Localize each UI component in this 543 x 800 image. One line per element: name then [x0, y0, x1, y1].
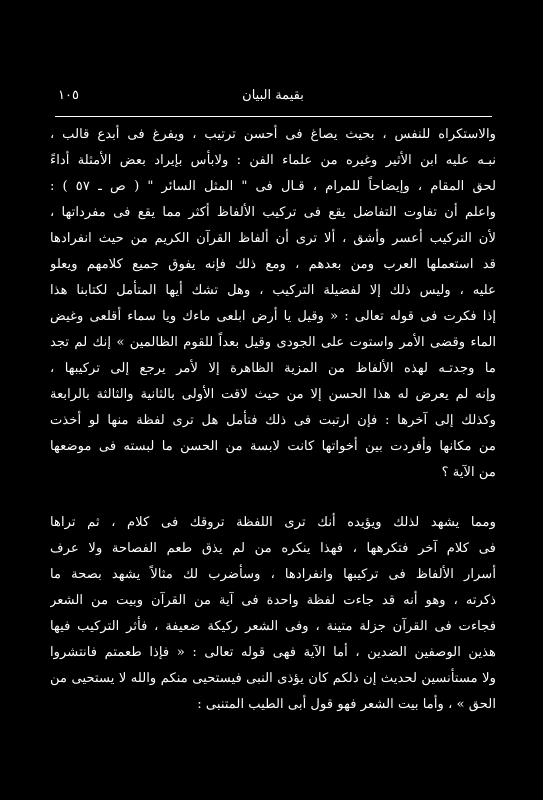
text-line: ذكرته ، وهو أنه قد جاءت لفظة واحدة فى آية من القرآن وبيت من الشعر	[50, 593, 496, 608]
text-line: إذا فكرت فى قوله تعالى : « وقيل يا أرض ابلعى ماءك ويا سماء أقلعى وغيض	[50, 309, 496, 324]
text-line: ولا مستأنسين لحديث إن ذلكم كان يؤذى النبى فيستحيى منكم والله لا يستحيى من	[50, 671, 496, 686]
text-line: ما وجدتـه لهذه الألفاظ من المزية الظاهرة إلا لأمر يرجع إلى تركيبها ،	[50, 361, 496, 376]
page-number: ١٠٥	[58, 88, 79, 103]
text-line: من الآية ؟	[441, 465, 496, 480]
text-line: ومما يشهد لذلك ويؤيده أنك ترى اللفظة تروقك فى كلام ، ثم تراها	[50, 515, 496, 530]
paragraph-2	[50, 510, 496, 718]
text-line: هذين الوصفين الضدين ، أما الآية فهى قوله تعالى : « فإذا طعمتم فانتشروا	[50, 645, 496, 660]
text-line: واعلم أن تفاوت التفاضل يقع فى تركيب الألفاظ أكثر مما يقع فى مفرداتها ،	[50, 205, 496, 220]
text-line: الحق » ، وأما بيت الشعر فهو قول أبى الطيب المتنبى :	[197, 697, 496, 712]
text-line: والاستكراه للنفس ، بحيث يصاغ فى أحسن ترتيب ، ويفرغ فى أبدع قالب ،	[50, 127, 496, 142]
header-rule	[55, 116, 492, 117]
text-line: قد استعملها العرب ومن بعدهم ، ومع ذلك فإنه يفوق جميع كلامهم ويعلو	[50, 257, 496, 272]
text-line: عليه ، وليس ذلك إلا لفضيلة التركيب ، وهل تشك أيها المتأمل لكتابنا هذا	[50, 283, 496, 298]
running-title: بقيمة البيان	[242, 88, 304, 103]
paragraph-1	[50, 122, 496, 486]
text-line: وكذلك إلى آخرها : فإن ارتبت فى ذلك فتأمل هل ترى لفظة منها لو أخذت	[50, 413, 496, 428]
page-header	[58, 88, 488, 108]
text-line: من مكانها وأفردت بين أخواتها كانت لابسة من الحسن ما لبسته فى موضعها	[50, 439, 496, 454]
text-line: فجاءت فى القرآن جزلة متينة ، وفى الشعر ركيكة ضعيفة ، فأثر التركيب فيها	[50, 619, 496, 634]
text-line: أسرار الألفاظ فى تركيبها وانفرادها ، وسأضرب لك مثالاً يشهد بصحة ما	[50, 567, 496, 582]
text-line: فى كلام آخر فتكرهها ، فهذا ينكره من لم يذق طعم الفصاحة ولا عرف	[50, 541, 496, 556]
text-line: وإنه لم يعرض له هذا الحسن إلا من حيث لاقت الأولى بالثانية والثالثة بالرابعة	[50, 387, 496, 402]
body-text	[50, 122, 496, 718]
text-line: لأن التركيب أعسر وأشق ، ألا ترى أن ألفاظ القرآن الكريم من حيث انفرادها	[50, 231, 496, 246]
paragraph-gap	[50, 486, 496, 510]
text-line: الماء وقضى الأمر واستوت على الجودى وقيل بعداً للقوم الظالمين » إنك لم تجد	[50, 335, 496, 350]
text-line: نبـه عليه ابن الأثير وغيره من علماء الفن : ولابأس بإيراد بعض الأمثلة أداءً	[50, 153, 496, 168]
text-line: لحق المقام ، وإيضاحاً للمرام ، قـال فى " المثل السائر " ( ص ـ ٥٧ ) :	[50, 179, 496, 194]
